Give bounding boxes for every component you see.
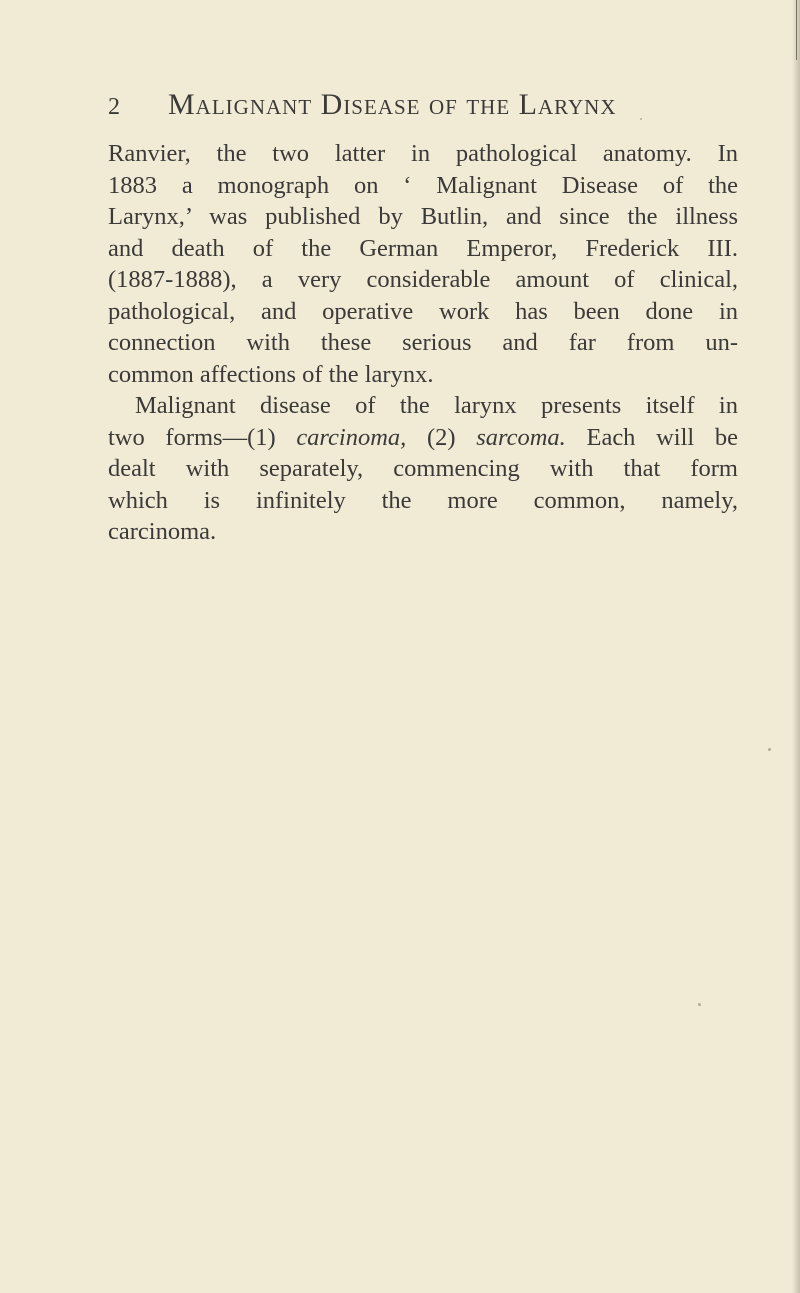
- text-line: which is infinitely the more common, namely,: [108, 486, 738, 514]
- page-number: 2: [108, 94, 120, 120]
- text-line: Malignant disease of the larynx presents itself in: [135, 392, 738, 419]
- paper-speck: [768, 748, 771, 751]
- text-line: carcinoma.: [108, 518, 217, 545]
- text-line: pathological, and operative work has been done in: [108, 297, 738, 325]
- text-line: Ranvier, the two latter in pathological anatomy. In: [108, 140, 738, 167]
- text-line: dealt with separately, commencing with that form: [108, 455, 738, 482]
- text-line-mixed: [108, 422, 738, 454]
- text-run: Each will be: [565, 423, 738, 451]
- page-edge-shadow: [792, 0, 800, 1293]
- text-run: two forms—(1): [108, 423, 297, 451]
- text-line: (1887-1888), a very considerable amount of clinical,: [108, 266, 738, 293]
- paragraph-1: [108, 138, 738, 390]
- body-text: [108, 138, 738, 548]
- text-line: 1883 a monograph on ‘ Malignant Disease of the: [108, 171, 738, 199]
- text-line: common affections of the larynx.: [108, 360, 434, 388]
- text-line: and death of the German Emperor, Frederick III.: [108, 234, 738, 262]
- paragraph-2: [108, 390, 738, 548]
- running-title: Malignant Disease of the Larynx: [168, 88, 617, 121]
- italic-term-sarcoma: sarcoma.: [476, 423, 566, 451]
- paper-speck: [640, 118, 642, 120]
- paper-speck: [698, 1003, 701, 1006]
- running-head: [108, 88, 688, 122]
- text-run: (2): [406, 423, 477, 451]
- italic-term-carcinoma: carcinoma,: [296, 423, 407, 451]
- text-line: connection with these serious and far from un-: [108, 329, 738, 356]
- text-line: Larynx,’ was published by Butlin, and since the illness: [108, 203, 738, 230]
